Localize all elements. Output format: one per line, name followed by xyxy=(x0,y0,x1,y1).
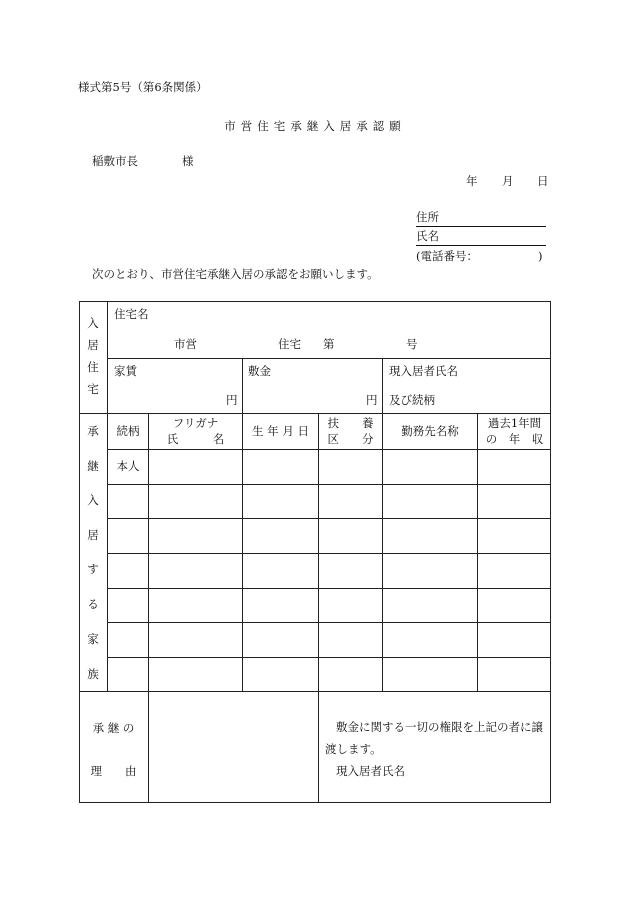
family-section-char: 入 xyxy=(87,493,99,507)
divider xyxy=(107,622,551,623)
divider xyxy=(107,484,551,485)
house-name-jutaku: 住宅 xyxy=(278,337,301,351)
applicant-address-label: 住所 xyxy=(416,210,439,224)
deposit-transfer-line1: 敷金に関する一切の権限を上記の者に譲 xyxy=(336,720,543,734)
col-header-name: 氏 名 xyxy=(166,432,225,446)
housing-section-char: 入 xyxy=(87,316,99,330)
applicant-phone-close: ) xyxy=(538,249,543,263)
applicant-name-label: 氏名 xyxy=(416,229,439,243)
divider xyxy=(79,413,551,414)
date-day-label: 日 xyxy=(537,174,549,188)
applicant-name-field[interactable] xyxy=(416,231,546,246)
housing-section-char: 宅 xyxy=(87,382,99,396)
divider xyxy=(318,413,319,803)
divider xyxy=(107,518,551,519)
applicant-phone-label: (電話番号： xyxy=(416,249,478,263)
divider xyxy=(107,553,551,554)
divider xyxy=(242,413,243,691)
divider xyxy=(382,358,383,413)
deposit-unit: 円 xyxy=(366,393,378,407)
addressee-name: 稲敷市長 xyxy=(92,154,138,168)
family-section-char: 族 xyxy=(87,667,99,681)
reason-label-top: 承 継 の xyxy=(92,721,135,735)
current-resident-label: 現入居者氏名 xyxy=(389,364,458,378)
date-month-label: 月 xyxy=(502,174,514,188)
document-title: 市営住宅承継入居承認願 xyxy=(224,119,406,133)
applicant-address-field[interactable] xyxy=(416,212,546,227)
divider xyxy=(148,413,149,691)
house-name-go: 号 xyxy=(406,337,418,351)
col-header-furigana: フリガナ xyxy=(172,416,219,430)
housing-section-char: 居 xyxy=(87,338,99,352)
col-header-birthdate: 生 年 月 日 xyxy=(252,424,309,438)
family-section-char: る xyxy=(87,597,99,611)
housing-section-char: 住 xyxy=(87,360,99,374)
col-header-relation: 続柄 xyxy=(116,424,140,438)
relationship-label: 及び続柄 xyxy=(389,393,435,407)
reason-input-area[interactable] xyxy=(149,692,318,803)
divider xyxy=(107,449,551,450)
date-year-label: 年 xyxy=(466,174,478,188)
col-header-dependent-class: 区 分 xyxy=(327,432,374,446)
family-section-char: 家 xyxy=(87,632,99,646)
family-section-char: 承 xyxy=(87,424,99,438)
deposit-transfer-line2: 渡します。 xyxy=(325,742,382,756)
divider xyxy=(477,413,478,691)
col-header-workplace: 勤務先名称 xyxy=(401,424,459,438)
intro-text: 次のとおり、市営住宅承継入居の承認をお願いします。 xyxy=(92,267,379,281)
col-header-income-annual: の 年 収 xyxy=(485,432,544,446)
rent-unit: 円 xyxy=(226,393,238,407)
divider xyxy=(107,358,551,359)
reason-label-bottom: 理 由 xyxy=(90,764,137,778)
deposit-label: 敷金 xyxy=(248,364,271,378)
divider xyxy=(107,301,108,691)
deposit-transfer-resident-label: 現入居者氏名 xyxy=(336,764,405,778)
divider xyxy=(107,657,551,658)
rent-label: 家賃 xyxy=(114,364,137,378)
house-name-label: 住宅名 xyxy=(114,307,149,321)
first-row-relation: 本人 xyxy=(116,459,140,473)
house-name-municipal: 市営 xyxy=(174,337,197,351)
family-section-char: 居 xyxy=(87,528,99,542)
col-header-dependent: 扶 養 xyxy=(327,416,374,430)
house-name-dai: 第 xyxy=(323,337,335,351)
divider xyxy=(242,358,243,413)
divider xyxy=(107,588,551,589)
family-section-char: 継 xyxy=(87,459,99,473)
addressee-honorific: 様 xyxy=(182,154,194,168)
col-header-income: 過去1年間 xyxy=(487,416,542,430)
addressee xyxy=(92,156,194,168)
form-number: 様式第5号（第6条関係） xyxy=(78,80,208,94)
divider xyxy=(382,413,383,691)
family-section-char: す xyxy=(87,562,99,576)
